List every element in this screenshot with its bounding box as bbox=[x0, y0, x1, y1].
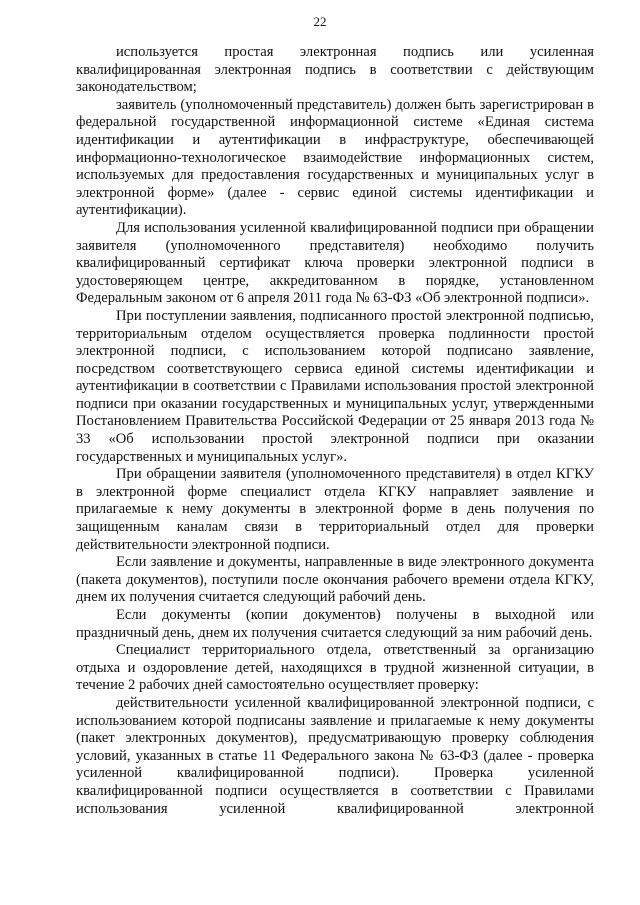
page-number: 22 bbox=[313, 14, 327, 29]
paragraph-holiday: Если документы (копии документов) получены в выходной или праздничный день, днем их получения считается следующий за ним рабочий день. bbox=[76, 607, 594, 641]
paragraph-kgku-forwarding: При обращении заявителя (уполномоченного представителя) в отдел КГКУ в электронной форме специалист отдела КГКУ направляет заявление и прилагаемые к нему документы в электронной форме в день получения по защищенным каналам связи в территориальный отдел для проверки действительности электронной подписи. bbox=[76, 466, 594, 553]
document-body bbox=[76, 44, 594, 818]
paragraph-simple-signature-check: При поступлении заявления, подписанного простой электронной подписью, территориальным отделом осуществляется проверка подлинности простой электронной подписи, с использованием которой подписано заявление, посредством соответствующего сервиса единой системы идентификации и аутентификации в соответствии с Правилами использования простой электронной подписи при оказании государственных и муниципальных услуг, утвержденными Постановлением Правительства Российской Федерации от 25 января 2013 года № 33 «Об использовании простой электронной подписи при оказании государственных и муниципальных услуг». bbox=[76, 307, 594, 465]
paragraph-signature-type: используется простая электронная подпись или усиленная квалифицированная электронная подпись в соответствии с действующим законодательством; bbox=[76, 44, 594, 96]
paragraph-specialist-check: Специалист территориального отдела, ответственный за организацию отдыха и оздоровление детей, находящихся в трудной жизненной ситуации, в течение 2 рабочих дней самостоятельно осуществляет проверку: bbox=[76, 642, 594, 694]
paragraph-esia-registration: заявитель (уполномоченный представитель) должен быть зарегистрирован в федеральной государственной информационной системе «Единая система идентификации и аутентификации в инфраструктуре, обеспечивающей информационно-технологическое взаимодействие информационных систем, используемых для предоставления государственных и муниципальных услуг в электронной форме» (далее - сервис единой системы идентификации и аутентификации). bbox=[76, 96, 594, 219]
paragraph-qualified-signature-validity: действительности усиленной квалифицированной электронной подписи, с использованием которой подписаны заявление и прилагаемые к нему документы (пакет электронных документов), предусматривающую проверку соблюдения условий, указанных в статье 11 Федерального закона № 63-ФЗ (далее - проверка усиленной квалифицированной подписи). Проверка усиленной квалифицированной подписи осуществляется в соответствии с Правилами использования усиленной квалифицированной электронной bbox=[76, 694, 594, 817]
paragraph-after-hours: Если заявление и документы, направленные в виде электронного документа (пакета документов), поступили после окончания рабочего времени отдела КГКУ, днем их получения считается следующий рабочий день. bbox=[76, 554, 594, 606]
paragraph-qualified-certificate: Для использования усиленной квалифицированной подписи при обращении заявителя (уполномоченного представителя) необходимо получить квалифицированный сертификат ключа проверки электронной подписи в удостоверяющем центре, аккредитованном в порядке, установленном Федеральным законом от 6 апреля 2011 года № 63-ФЗ «Об электронной подписи». bbox=[76, 219, 594, 307]
